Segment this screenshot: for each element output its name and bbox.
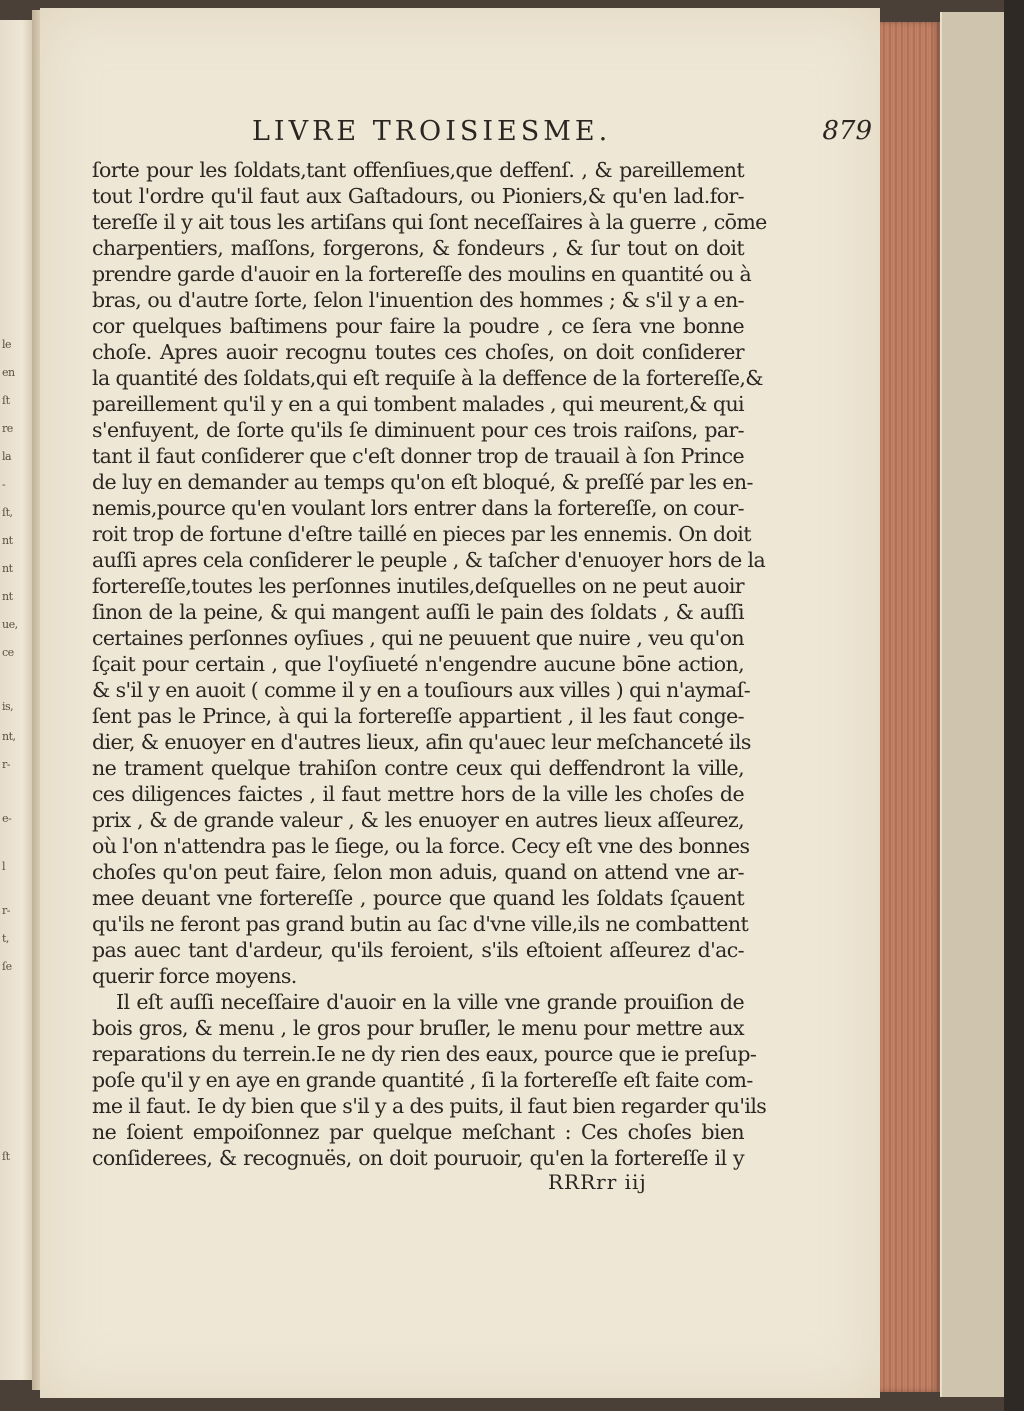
text-line: poſe qu'il y en aye en grande quantité , ſi la fortereſſe eſt faite com- xyxy=(92,1068,753,1092)
text-line: la quantité des ſoldats,qui eſt requiſe à la deffence de la fortereſſe,& xyxy=(92,366,763,390)
text-line: tant il faut conſiderer que c'eſt donner trop de trauail à ſon Prince xyxy=(92,444,744,468)
text-line: ſinon de la peine, & qui mangent auſſi le pain des ſoldats , & auſſi xyxy=(92,600,744,624)
cover-edge xyxy=(1004,0,1024,1411)
text-line: Il eſt auſſi neceſſaire d'auoir en la ville vne grande prouiſion de xyxy=(116,990,744,1014)
text-line: pas auec tant d'ardeur, qu'ils feroient, s'ils eſtoient aſſeurez d'ac- xyxy=(92,938,744,962)
left-page-fragment: ue, xyxy=(2,618,18,631)
left-page-fragment: - xyxy=(2,478,6,491)
text-line: reparations du terrein.Ie ne dy rien des eaux, pource que ie preſup- xyxy=(92,1042,757,1066)
signature-mark: RRRrr iij xyxy=(548,1170,647,1194)
left-page-fragment: ſt xyxy=(2,1150,10,1163)
left-page-fragment: ſe xyxy=(2,960,12,973)
text-line: choſe. Apres auoir recognu toutes ces choſes, on doit conſiderer xyxy=(92,340,744,364)
text-line: & s'il y en auoit ( comme il y en a touſiours aux villes ) qui n'aymaſ- xyxy=(92,678,751,702)
left-page-fragment: is, xyxy=(2,700,14,713)
text-line: prendre garde d'auoir en la fortereſſe des moulins en quantité ou à xyxy=(92,262,752,286)
left-page-fragment: ſt, xyxy=(2,506,13,519)
text-line: pareillement qu'il y en a qui tombent malades , qui meurent,& qui xyxy=(92,392,744,416)
left-page-fragment: ce xyxy=(2,646,14,659)
left-page-fragment: nt xyxy=(2,590,13,603)
running-head-title: LIVRE TROISIESME. xyxy=(252,116,612,147)
left-page-fragment: t, xyxy=(2,932,9,945)
text-line: où l'on n'attendra pas le ſiege, ou la force. Cecy eſt vne des bonnes xyxy=(92,834,750,858)
page-number: 879 xyxy=(822,116,872,146)
left-page-fragment: nt, xyxy=(2,730,16,743)
cover-board xyxy=(940,12,1006,1397)
text-line: prix , & de grande valeur , & les enuoyer en autres lieux aſſeurez, xyxy=(92,808,744,832)
left-page-fragment: r- xyxy=(2,904,10,917)
text-line: cor quelques baſtimens pour faire la poudre , ce ſera vne bonne xyxy=(92,314,744,338)
text-line: me il faut. Ie dy bien que s'il y a des puits, il faut bien regarder qu'ils xyxy=(92,1094,767,1118)
left-page-fragment: e- xyxy=(2,812,12,825)
text-line: ces diligences faictes , il faut mettre hors de la ville les choſes de xyxy=(92,782,744,806)
text-line: conſiderees, & recognuës, on doit pouruoir, qu'en la fortereſſe il y xyxy=(92,1146,744,1170)
text-line: ne trament quelque trahiſon contre ceux qui deffendront la ville, xyxy=(92,756,744,780)
left-page-edge xyxy=(0,20,33,1380)
left-page-fragment: ſt xyxy=(2,394,10,407)
running-head xyxy=(252,116,872,152)
body-text xyxy=(92,157,767,1171)
text-line: bois gros, & menu , le gros pour bruſler, le menu pour mettre aux xyxy=(92,1016,744,1040)
text-line: mee deuant vne fortereſſe , pource que quand les ſoldats ſçauent xyxy=(92,886,744,910)
left-page-fragment: le xyxy=(2,338,12,351)
text-line: choſes qu'on peut faire, ſelon mon aduis, quand on attend vne ar- xyxy=(92,860,744,884)
text-line: bras, ou d'autre ſorte, ſelon l'inuention des hommes ; & s'il y a en- xyxy=(92,288,744,312)
left-page-fragment: en xyxy=(2,366,15,379)
page xyxy=(40,8,880,1398)
text-line: s'enfuyent, de ſorte qu'ils ſe diminuent pour ces trois raiſons, par- xyxy=(92,418,744,442)
text-line: ſorte pour les ſoldats,tant offenſiues,que deffenſ. , & pareillement xyxy=(92,158,744,182)
left-page-fragment: re xyxy=(2,422,13,435)
text-line: certaines perſonnes oyſiues , qui ne peuuent que nuire , veu qu'on xyxy=(92,626,744,650)
left-page-fragment: nt xyxy=(2,534,13,547)
text-line: ſent pas le Prince, à qui la fortereſſe appartient , il les faut conge- xyxy=(92,704,744,728)
text-line: ſçait pour certain , que l'oyſiueté n'engendre aucune bōne action, xyxy=(92,652,744,676)
text-line: tout l'ordre qu'il faut aux Gaſtadours, ou Pioniers,& qu'en lad.for- xyxy=(92,184,744,208)
text-line: ne ſoient empoiſonnez par quelque meſchant : Ces choſes bien xyxy=(92,1120,744,1144)
left-page-fragment: la xyxy=(2,450,12,463)
fore-edge xyxy=(880,22,940,1392)
text-line: nemis,pource qu'en voulant lors entrer dans la fortereſſe, on cour- xyxy=(92,496,744,520)
text-line: querir force moyens. xyxy=(92,964,297,988)
text-line: auſſi apres cela conſiderer le peuple , & taſcher d'enuoyer hors de la xyxy=(92,548,766,572)
left-page-fragment: l xyxy=(2,860,6,873)
text-line: charpentiers, maſſons, forgerons, & fondeurs , & ſur tout on doit xyxy=(92,236,744,260)
text-line: roit trop de fortune d'eſtre taillé en pieces par les ennemis. On doit xyxy=(92,522,751,546)
left-page-fragment: nt xyxy=(2,562,13,575)
text-line: fortereſſe,toutes les perſonnes inutiles,deſquelles on ne peut auoir xyxy=(92,574,744,598)
text-line: de luy en demander au temps qu'on eſt bloqué, & preſſé par les en- xyxy=(92,470,753,494)
text-line: tereſſe il y ait tous les artiſans qui ſont neceſſaires à la guerre , cōme xyxy=(92,210,767,234)
text-line: dier, & enuoyer en d'autres lieux, afin qu'auec leur meſchanceté ils xyxy=(92,730,751,754)
left-page-fragment: r- xyxy=(2,758,10,771)
text-line: qu'ils ne feront pas grand butin au ſac d'vne ville,ils ne combattent xyxy=(92,912,749,936)
